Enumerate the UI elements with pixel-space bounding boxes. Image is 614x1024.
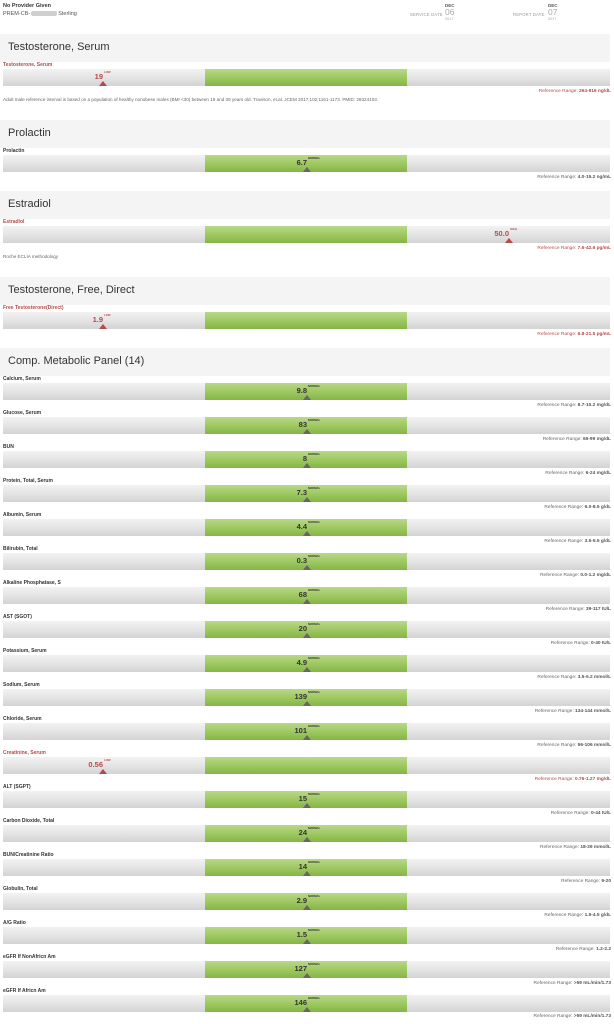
result-flag: NORMAL bbox=[308, 962, 321, 966]
result-value: 68 bbox=[298, 590, 307, 599]
result-flag: NORMAL bbox=[308, 792, 321, 796]
reference-range bbox=[539, 89, 611, 94]
result-flag: LOW bbox=[104, 313, 111, 317]
result-flag: NORMAL bbox=[308, 554, 321, 558]
result-value: 15 bbox=[298, 794, 307, 803]
normal-range-band bbox=[205, 69, 407, 86]
marker-triangle-icon bbox=[303, 939, 311, 944]
report-header bbox=[0, 0, 614, 30]
test-name: Estradiol bbox=[3, 219, 25, 225]
result-range-bar bbox=[3, 519, 610, 536]
reference-range-value: 0.0-1.2 mg/dL bbox=[580, 573, 611, 578]
reference-range bbox=[551, 811, 611, 816]
test-name: Testosterone, Serum bbox=[3, 62, 53, 68]
section-metabolic-panel bbox=[0, 348, 610, 376]
reference-range bbox=[537, 175, 611, 180]
reference-range bbox=[540, 845, 611, 850]
section-title: Comp. Metabolic Panel (14) bbox=[8, 355, 145, 367]
test-name: Free Testosterone(Direct) bbox=[3, 305, 64, 311]
provider-name: No Provider Given bbox=[3, 3, 51, 9]
reference-range-value: 0-44 IU/L bbox=[591, 811, 611, 816]
result-value: 1.5 bbox=[296, 930, 307, 939]
marker-triangle-icon bbox=[303, 395, 311, 400]
test-name: AST (SGOT) bbox=[3, 614, 32, 620]
patient-id bbox=[3, 11, 77, 17]
section-prolactin bbox=[0, 120, 610, 148]
normal-range-band bbox=[205, 226, 407, 243]
reference-range-label: Reference Range: bbox=[550, 811, 590, 816]
result-range-bar bbox=[3, 312, 610, 329]
result-flag: NORMAL bbox=[308, 894, 321, 898]
result-flag: NORMAL bbox=[308, 418, 321, 422]
reference-range-value: 6.0-8.5 g/dL bbox=[584, 505, 611, 510]
test-name: Glucose, Serum bbox=[3, 410, 42, 416]
reference-range bbox=[535, 777, 611, 782]
result-value: 9.8 bbox=[296, 386, 307, 395]
test-name: eGFR If NonAfricn Am bbox=[3, 954, 56, 960]
result-range-bar bbox=[3, 485, 610, 502]
marker-triangle-icon bbox=[303, 701, 311, 706]
section-title: Testosterone, Free, Direct bbox=[8, 284, 135, 296]
reference-range-label: Reference Range: bbox=[537, 743, 577, 748]
result-range-bar bbox=[3, 723, 610, 740]
marker-triangle-icon bbox=[303, 837, 311, 842]
reference-range-value: 8.7-10.2 mg/dL bbox=[577, 403, 611, 408]
reference-range-value: 1.5-4.5 g/dL bbox=[584, 913, 611, 918]
marker-triangle-icon bbox=[99, 81, 107, 86]
reference-range-value: 0.76-1.27 mg/dL bbox=[575, 777, 611, 782]
result-flag: NORMAL bbox=[308, 826, 321, 830]
section-testosterone-serum bbox=[0, 34, 610, 62]
result-flag: NORMAL bbox=[308, 860, 321, 864]
reference-range-label: Reference Range: bbox=[538, 89, 578, 94]
test-name: Sodium, Serum bbox=[3, 682, 40, 688]
result-range-bar bbox=[3, 226, 610, 243]
reference-range bbox=[551, 641, 611, 646]
marker-triangle-icon bbox=[303, 497, 311, 502]
reference-range-label: Reference Range: bbox=[555, 947, 595, 952]
result-value: 101 bbox=[294, 726, 307, 735]
marker-triangle-icon bbox=[99, 769, 107, 774]
result-range-bar bbox=[3, 757, 610, 774]
result-flag: NORMAL bbox=[308, 928, 321, 932]
result-value: 1.9 bbox=[92, 315, 103, 324]
result-value: 20 bbox=[298, 624, 307, 633]
result-value: 4.4 bbox=[296, 522, 307, 531]
test-name: eGFR If Africn Am bbox=[3, 988, 46, 994]
result-flag: NORMAL bbox=[308, 996, 321, 1000]
result-flag: NORMAL bbox=[308, 690, 321, 694]
reference-range-value: 9-20 bbox=[601, 879, 611, 884]
report-date-label: REPORT DATE bbox=[513, 12, 545, 17]
reference-range-label: Reference Range: bbox=[545, 471, 585, 476]
result-range-bar bbox=[3, 587, 610, 604]
reference-range bbox=[535, 709, 611, 714]
redacted-name-blur bbox=[31, 11, 57, 16]
reference-range-label: Reference Range: bbox=[537, 246, 577, 251]
reference-range bbox=[543, 437, 611, 442]
reference-range bbox=[537, 332, 611, 337]
result-value: 146 bbox=[294, 998, 307, 1007]
service-date-year: 2017 bbox=[445, 17, 454, 21]
result-range-bar bbox=[3, 451, 610, 468]
reference-range-value: 264-916 ng/dL bbox=[579, 89, 611, 94]
marker-triangle-icon bbox=[303, 633, 311, 638]
marker-triangle-icon bbox=[303, 735, 311, 740]
reference-range bbox=[546, 607, 611, 612]
reference-range-value: 65-99 mg/dL bbox=[583, 437, 611, 442]
reference-range-value: >59 mL/min/1.73 bbox=[573, 1014, 611, 1019]
result-range-bar bbox=[3, 69, 610, 86]
marker-triangle-icon bbox=[303, 667, 311, 672]
section-title: Testosterone, Serum bbox=[8, 41, 110, 53]
service-date-day: 06 bbox=[445, 7, 455, 17]
result-range-bar bbox=[3, 859, 610, 876]
reference-range-value: 0-40 IU/L bbox=[591, 641, 611, 646]
result-value: 50.0 bbox=[494, 229, 509, 238]
result-value: 139 bbox=[294, 692, 307, 701]
test-name: A/G Ratio bbox=[3, 920, 26, 926]
reference-range bbox=[534, 1014, 611, 1019]
reference-range-label: Reference Range: bbox=[550, 641, 590, 646]
test-name: BUN bbox=[3, 444, 14, 450]
reference-range-label: Reference Range: bbox=[537, 403, 577, 408]
result-flag: LOW bbox=[104, 70, 111, 74]
reference-range bbox=[561, 879, 611, 884]
marker-triangle-icon bbox=[303, 565, 311, 570]
test-name: Potassium, Serum bbox=[3, 648, 47, 654]
reference-range bbox=[537, 743, 611, 748]
reference-range-value: 134-144 mmol/L bbox=[575, 709, 611, 714]
normal-range-band bbox=[205, 312, 407, 329]
reference-range bbox=[545, 471, 611, 476]
test-name: Globulin, Total bbox=[3, 886, 38, 892]
patient-name: Sterling bbox=[58, 11, 77, 17]
result-flag: NORMAL bbox=[308, 486, 321, 490]
reference-range bbox=[544, 913, 611, 918]
section-title: Estradiol bbox=[8, 198, 51, 210]
test-name: Prolactin bbox=[3, 148, 25, 154]
result-value: 0.3 bbox=[296, 556, 307, 565]
marker-triangle-icon bbox=[303, 871, 311, 876]
reference-range bbox=[537, 403, 611, 408]
result-value: 0.56 bbox=[88, 760, 103, 769]
result-value: 19 bbox=[94, 72, 103, 81]
marker-triangle-icon bbox=[99, 324, 107, 329]
result-value: 2.9 bbox=[296, 896, 307, 905]
marker-triangle-icon bbox=[303, 1007, 311, 1012]
result-range-bar bbox=[3, 655, 610, 672]
reference-range-label: Reference Range: bbox=[537, 332, 577, 337]
result-flag: LOW bbox=[104, 758, 111, 762]
reference-range bbox=[534, 981, 611, 986]
section-title: Prolactin bbox=[8, 127, 51, 139]
test-name: Alkaline Phosphatase, S bbox=[3, 580, 61, 586]
test-note: Roche ECLIA methodology bbox=[3, 254, 59, 259]
reference-range-label: Reference Range: bbox=[533, 981, 573, 986]
result-range-bar bbox=[3, 825, 610, 842]
reference-range bbox=[537, 246, 611, 251]
reference-range-label: Reference Range: bbox=[533, 1014, 573, 1019]
marker-triangle-icon bbox=[303, 973, 311, 978]
result-value: 24 bbox=[298, 828, 307, 837]
reference-range bbox=[556, 947, 611, 952]
reference-range-label: Reference Range: bbox=[534, 777, 574, 782]
reference-range bbox=[544, 539, 611, 544]
marker-triangle-icon bbox=[303, 905, 311, 910]
result-value: 4.9 bbox=[296, 658, 307, 667]
test-name: Bilirubin, Total bbox=[3, 546, 38, 552]
marker-triangle-icon bbox=[505, 238, 513, 243]
reference-range-label: Reference Range: bbox=[544, 505, 584, 510]
reference-range-label: Reference Range: bbox=[542, 437, 582, 442]
reference-range-label: Reference Range: bbox=[534, 709, 574, 714]
result-value: 14 bbox=[298, 862, 307, 871]
marker-triangle-icon bbox=[303, 167, 311, 172]
reference-range-label: Reference Range: bbox=[544, 913, 584, 918]
reference-range-value: 3.5-5.5 g/dL bbox=[584, 539, 611, 544]
reference-range-label: Reference Range: bbox=[540, 845, 579, 850]
reference-range-label: Reference Range: bbox=[545, 607, 585, 612]
test-name: Calcium, Serum bbox=[3, 376, 41, 382]
marker-triangle-icon bbox=[303, 429, 311, 434]
result-range-bar bbox=[3, 155, 610, 172]
result-range-bar bbox=[3, 961, 610, 978]
test-name: ALT (SGPT) bbox=[3, 784, 31, 790]
service-date-label: SERVICE DATE bbox=[410, 12, 443, 17]
result-value: 8 bbox=[302, 454, 307, 463]
reference-range-label: Reference Range: bbox=[561, 879, 601, 884]
result-flag: NORMAL bbox=[308, 156, 321, 160]
reference-range bbox=[537, 675, 611, 680]
reference-range bbox=[544, 505, 611, 510]
patient-id-prefix: PREM-CB- bbox=[3, 11, 31, 17]
result-flag: NORMAL bbox=[308, 452, 321, 456]
reference-range-value: 3.5-5.2 mmol/L bbox=[577, 675, 611, 680]
reference-range-value: 96-106 mmol/L bbox=[577, 743, 611, 748]
test-name: BUN/Creatinine Ratio bbox=[3, 852, 54, 858]
test-name: Chloride, Serum bbox=[3, 716, 42, 722]
service-date-month: DEC bbox=[445, 3, 455, 8]
result-value: 7.3 bbox=[296, 488, 307, 497]
result-value: 83 bbox=[298, 420, 307, 429]
reference-range-value: 39-117 IU/L bbox=[585, 607, 611, 612]
reference-range-label: Reference Range: bbox=[537, 175, 577, 180]
marker-triangle-icon bbox=[303, 803, 311, 808]
marker-triangle-icon bbox=[303, 463, 311, 468]
reference-range-label: Reference Range: bbox=[537, 675, 577, 680]
reference-range bbox=[540, 573, 611, 578]
result-range-bar bbox=[3, 689, 610, 706]
test-note: Adult male reference interval is based on a population of healthy nonobese males (BMI <30) between 19 and 39 years old. Travison, et.al. JCEM 2017,102;1161-1173. PMID: 28324103. bbox=[3, 97, 379, 102]
report-date-month: DEC bbox=[548, 3, 558, 8]
result-range-bar bbox=[3, 995, 610, 1012]
report-date-day: 07 bbox=[548, 7, 558, 17]
reference-range-value: 6.8-21.5 pg/mL bbox=[577, 332, 611, 337]
test-name: Albumin, Serum bbox=[3, 512, 42, 518]
result-range-bar bbox=[3, 893, 610, 910]
report-date bbox=[548, 3, 558, 21]
reference-range-value: >59 mL/min/1.73 bbox=[573, 981, 611, 986]
test-name: Creatinine, Serum bbox=[3, 750, 46, 756]
result-range-bar bbox=[3, 791, 610, 808]
result-range-bar bbox=[3, 621, 610, 638]
marker-triangle-icon bbox=[303, 531, 311, 536]
result-flag: NORMAL bbox=[308, 520, 321, 524]
result-range-bar bbox=[3, 553, 610, 570]
result-value: 6.7 bbox=[296, 158, 307, 167]
test-name: Carbon Dioxide, Total bbox=[3, 818, 55, 824]
result-flag: HIGH bbox=[510, 227, 517, 231]
service-date bbox=[445, 3, 455, 21]
reference-range-label: Reference Range: bbox=[540, 573, 579, 578]
result-flag: NORMAL bbox=[308, 384, 321, 388]
reference-range-value: 1.2-2.2 bbox=[596, 947, 611, 952]
result-range-bar bbox=[3, 927, 610, 944]
result-range-bar bbox=[3, 417, 610, 434]
reference-range-value: 6-24 mg/dL bbox=[585, 471, 611, 476]
result-flag: NORMAL bbox=[308, 588, 321, 592]
result-flag: NORMAL bbox=[308, 724, 321, 728]
reference-range-value: 7.6-42.6 pg/mL bbox=[577, 246, 611, 251]
reference-range-value: 18-29 mmol/L bbox=[580, 845, 611, 850]
result-value: 127 bbox=[294, 964, 307, 973]
reference-range-value: 4.0-15.2 ng/mL bbox=[577, 175, 611, 180]
result-flag: NORMAL bbox=[308, 656, 321, 660]
reference-range-label: Reference Range: bbox=[544, 539, 584, 544]
section-testosterone-free bbox=[0, 277, 610, 305]
result-flag: NORMAL bbox=[308, 622, 321, 626]
test-name: Protein, Total, Serum bbox=[3, 478, 53, 484]
section-estradiol bbox=[0, 191, 610, 219]
report-date-year: 2017 bbox=[548, 17, 557, 21]
normal-range-band bbox=[205, 757, 407, 774]
marker-triangle-icon bbox=[303, 599, 311, 604]
result-range-bar bbox=[3, 383, 610, 400]
